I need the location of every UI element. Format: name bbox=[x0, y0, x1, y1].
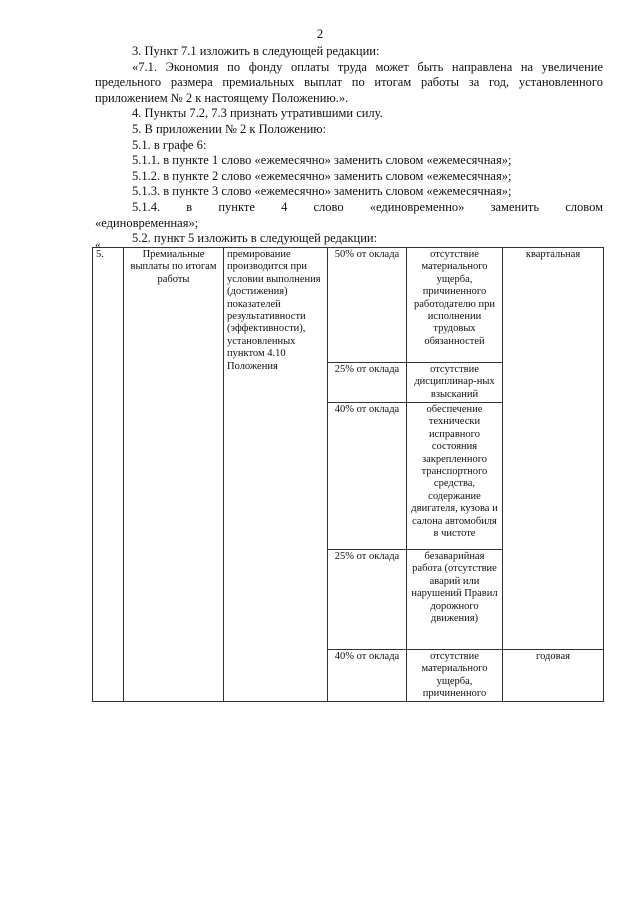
table-cell-criterion: обеспечение технически исправного состояния закрепленного транспортного средства, содержание двигателя, кузова и салона автомобиля в чистоте bbox=[407, 403, 503, 550]
table-cell-period: годовая bbox=[503, 650, 604, 702]
table-cell-conditions: премирование производится при условии выполнения (достижения) показателей результативности (эффективности), установленных пунктом 4.10 Положения bbox=[224, 248, 328, 702]
table-cell-size: 40% от оклада bbox=[328, 403, 407, 550]
table-cell-size: 50% от оклада bbox=[328, 248, 407, 363]
document-body bbox=[95, 44, 603, 247]
table-cell-size: 25% от оклада bbox=[328, 550, 407, 650]
paragraph-item-5-1: 5.1. в графе 6: bbox=[132, 137, 207, 152]
table-cell-size: 40% от оклада bbox=[328, 650, 407, 702]
paragraph-item-3: 3. Пункт 7.1 изложить в следующей редакции: bbox=[132, 44, 380, 58]
table-cell-number: 5. bbox=[93, 248, 124, 702]
table-cell-criterion: отсутствие материального ущерба, причиненного работодателю при исполнении трудовых обязанностей bbox=[407, 248, 503, 363]
paragraph-item-4: 4. Пункты 7.2, 7.3 признать утратившими силу. bbox=[132, 106, 383, 121]
paragraph-item-5-1-2: 5.1.2. в пункте 2 слово «ежемесячно» заменить словом «ежемесячная»; bbox=[132, 168, 512, 183]
page-number: 2 bbox=[316, 26, 324, 41]
paragraph-item-5-1-3: 5.1.3. в пункте 3 слово «ежемесячно» заменить словом «ежемесячная»; bbox=[132, 184, 512, 199]
table-cell-size: 25% от оклада bbox=[328, 363, 407, 403]
bonus-table bbox=[92, 247, 604, 702]
paragraph-item-5-2: 5.2. пункт 5 изложить в следующей редакции: bbox=[132, 231, 378, 246]
table-cell-payment-type: Премиальные выплаты по итогам работы bbox=[124, 248, 224, 702]
paragraph-item-5: 5. В приложении № 2 к Положению: bbox=[132, 121, 327, 136]
paragraph-item-5-1-1: 5.1.1. в пункте 1 слово «ежемесячно» заменить словом «ежемесячная»; bbox=[132, 153, 512, 168]
table-cell-criterion: отсутствие материального ущерба, причиненного bbox=[407, 650, 503, 702]
table-cell-criterion: безаварийная работа (отсутствие аварий или нарушений Правил дорожного движения) bbox=[407, 550, 503, 650]
opening-quote-mark: « bbox=[95, 239, 101, 251]
paragraph-quote-7-1: «7.1. Экономия по фонду оплаты труда может быть направлена на увеличение предельного размера премиальных выплат по итогам работы за год, установленного приложением № 2 к настоящему Положению.». bbox=[95, 59, 603, 105]
table-row bbox=[93, 248, 604, 363]
table-cell-period: квартальная bbox=[503, 248, 604, 650]
table-cell-criterion: отсутствие дисциплинар-ных взысканий bbox=[407, 363, 503, 403]
paragraph-item-5-1-4: 5.1.4. в пункте 4 слово «единовременно» заменить словом bbox=[132, 199, 603, 214]
paragraph-item-5-1-4-continued: «единовременная»; bbox=[95, 215, 199, 230]
